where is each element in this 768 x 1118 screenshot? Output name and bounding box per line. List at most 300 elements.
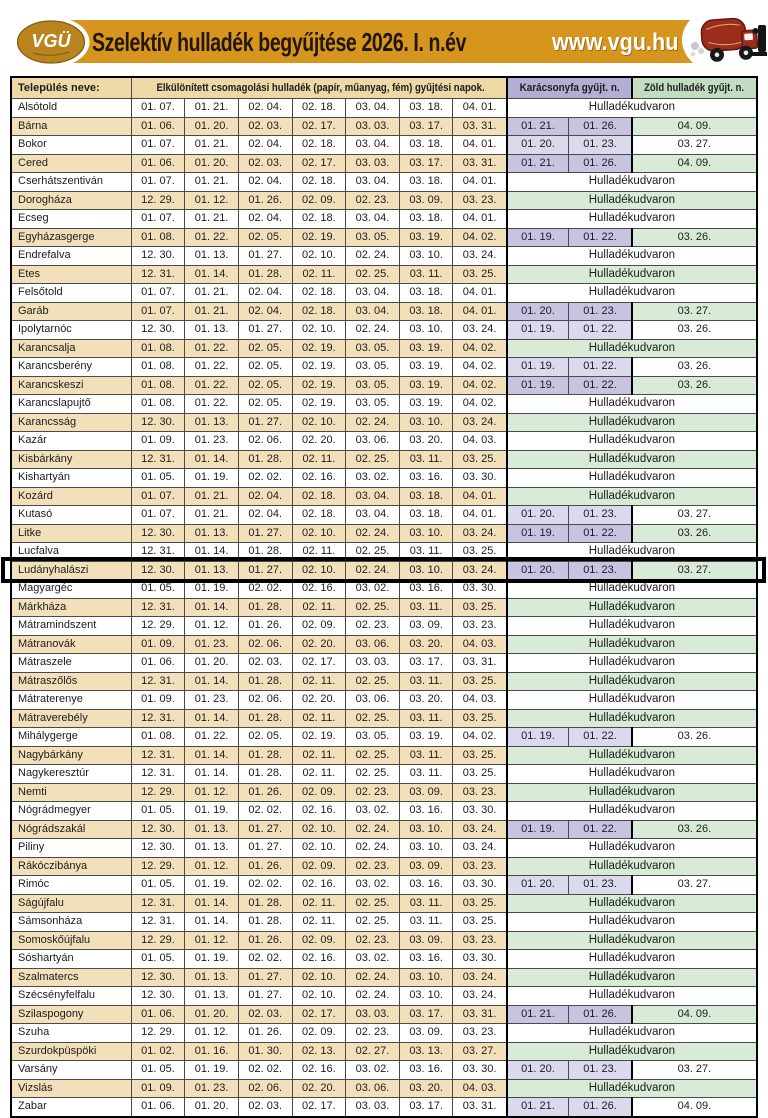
collection-date-cell: 02. 04. (238, 506, 292, 525)
collection-date-cell: 01. 23. (185, 635, 239, 654)
collection-date-cell: 03. 10. (399, 987, 453, 1006)
waste-yard-cell: Hulladékudvaron (507, 413, 757, 432)
collection-date-cell: 03. 24. (453, 524, 507, 543)
collection-date-cell: 01. 07. (131, 210, 185, 229)
collection-date-cell: 03. 19. (399, 339, 453, 358)
table-row (11, 672, 757, 691)
settlement-name: Nógrádmegyer (11, 802, 131, 821)
collection-date-cell: 02. 27. (346, 1042, 400, 1061)
collection-date-cell: 02. 20. (292, 635, 346, 654)
settlement-name: Kozárd (11, 487, 131, 506)
collection-date-cell: 03. 09. (399, 191, 453, 210)
collection-date-cell: 01. 13. (185, 413, 239, 432)
collection-date-cell: 01. 19. (185, 876, 239, 895)
table-row (11, 487, 757, 506)
collection-date-cell: 03. 05. (346, 376, 400, 395)
collection-date-cell: 04. 01. (453, 173, 507, 192)
collection-date-cell: 03. 02. (346, 580, 400, 599)
collection-date-cell: 02. 10. (292, 839, 346, 858)
christmas-tree-date-cell: 01. 23. (569, 506, 632, 525)
settlement-name: Szécsényfelfalu (11, 987, 131, 1006)
collection-date-cell: 03. 30. (453, 1061, 507, 1080)
collection-date-cell: 02. 24. (346, 968, 400, 987)
collection-date-cell: 03. 05. (346, 395, 400, 414)
collection-date-cell: 03. 23. (453, 931, 507, 950)
christmas-tree-date-cell: 01. 19. (507, 728, 569, 747)
collection-date-cell: 03. 11. (399, 709, 453, 728)
collection-date-cell: 02. 18. (292, 99, 346, 118)
collection-date-cell: 03. 19. (399, 228, 453, 247)
collection-date-cell: 02. 09. (292, 1024, 346, 1043)
table-row (11, 654, 757, 673)
collection-date-cell: 12. 31. (131, 765, 185, 784)
collection-date-cell: 02. 16. (292, 469, 346, 488)
collection-date-cell: 01. 21. (185, 487, 239, 506)
settlement-name: Dorogháza (11, 191, 131, 210)
settlement-name: Magyargéc (11, 580, 131, 599)
collection-date-cell: 02. 25. (346, 913, 400, 932)
collection-date-cell: 12. 29. (131, 857, 185, 876)
collection-date-cell: 02. 04. (238, 210, 292, 229)
waste-yard-cell: Hulladékudvaron (507, 210, 757, 229)
waste-yard-cell: Hulladékudvaron (507, 99, 757, 118)
collection-date-cell: 03. 20. (399, 1079, 453, 1098)
collection-date-cell: 01. 20. (185, 654, 239, 673)
collection-date-cell: 01. 21. (185, 136, 239, 155)
collection-date-cell: 03. 23. (453, 857, 507, 876)
table-row (11, 839, 757, 858)
settlement-name: Szilaspogony (11, 1005, 131, 1024)
table-row (11, 1061, 757, 1080)
christmas-tree-date-cell: 01. 21. (507, 1098, 569, 1117)
collection-date-cell: 01. 26. (238, 1024, 292, 1043)
christmas-tree-date-cell: 01. 20. (507, 506, 569, 525)
collection-date-cell: 03. 10. (399, 968, 453, 987)
collection-date-cell: 01. 23. (185, 1079, 239, 1098)
collection-date-cell: 04. 01. (453, 506, 507, 525)
collection-date-cell: 03. 31. (453, 1005, 507, 1024)
waste-yard-cell: Hulladékudvaron (507, 395, 757, 414)
collection-date-cell: 01. 21. (185, 506, 239, 525)
collection-date-cell: 03. 16. (399, 469, 453, 488)
green-waste-date-cell: 03. 27. (632, 302, 757, 321)
christmas-tree-date-cell: 01. 26. (569, 1098, 632, 1117)
table-row (11, 635, 757, 654)
settlement-name: Zabar (11, 1098, 131, 1117)
collection-date-cell: 01. 27. (238, 561, 292, 580)
collection-date-cell: 02. 19. (292, 376, 346, 395)
waste-yard-cell: Hulladékudvaron (507, 765, 757, 784)
christmas-tree-date-cell: 01. 20. (507, 136, 569, 155)
collection-date-cell: 02. 25. (346, 672, 400, 691)
collection-date-cell: 02. 16. (292, 1061, 346, 1080)
collection-date-cell: 04. 03. (453, 432, 507, 451)
table-row (11, 1024, 757, 1043)
collection-date-cell: 03. 10. (399, 321, 453, 340)
collection-date-cell: 02. 24. (346, 839, 400, 858)
table-row (11, 617, 757, 636)
christmas-tree-date-cell: 01. 26. (569, 1005, 632, 1024)
collection-date-cell: 01. 19. (185, 469, 239, 488)
settlement-name: Lucfalva (11, 543, 131, 562)
settlement-name: Szuha (11, 1024, 131, 1043)
waste-yard-cell: Hulladékudvaron (507, 857, 757, 876)
settlement-name: Karancsság (11, 413, 131, 432)
collection-date-cell: 01. 09. (131, 1079, 185, 1098)
green-waste-date-cell: 03. 26. (632, 820, 757, 839)
collection-date-cell: 02. 09. (292, 191, 346, 210)
collection-date-cell: 01. 06. (131, 1098, 185, 1117)
table-row (11, 395, 757, 414)
waste-yard-cell: Hulladékudvaron (507, 543, 757, 562)
collection-date-cell: 01. 22. (185, 376, 239, 395)
christmas-tree-date-cell: 01. 22. (569, 321, 632, 340)
collection-date-cell: 03. 18. (399, 284, 453, 303)
collection-date-cell: 12. 31. (131, 709, 185, 728)
collection-date-cell: 12. 31. (131, 265, 185, 284)
collection-date-cell: 02. 17. (292, 1005, 346, 1024)
collection-date-cell: 01. 14. (185, 746, 239, 765)
collection-date-cell: 02. 20. (292, 691, 346, 710)
col-header-packaging-dates: Elkülönített csomagolási hulladék (papír, műanyag, fém) gyűjtési napok. (131, 77, 507, 99)
collection-date-cell: 03. 05. (346, 728, 400, 747)
collection-date-cell: 02. 10. (292, 968, 346, 987)
collection-date-cell: 12. 30. (131, 968, 185, 987)
collection-date-cell: 02. 06. (238, 1079, 292, 1098)
collection-date-cell: 12. 30. (131, 987, 185, 1006)
collection-date-cell: 02. 17. (292, 1098, 346, 1117)
waste-yard-cell: Hulladékudvaron (507, 709, 757, 728)
christmas-tree-date-cell: 01. 19. (507, 524, 569, 543)
collection-date-cell: 01. 22. (185, 358, 239, 377)
table-row (11, 173, 757, 192)
collection-date-cell: 02. 18. (292, 302, 346, 321)
christmas-tree-date-cell: 01. 21. (507, 154, 569, 173)
collection-date-cell: 03. 25. (453, 450, 507, 469)
collection-date-cell: 01. 06. (131, 654, 185, 673)
collection-date-cell: 02. 13. (292, 1042, 346, 1061)
collection-date-cell: 02. 24. (346, 321, 400, 340)
waste-yard-cell: Hulladékudvaron (507, 950, 757, 969)
collection-date-cell: 01. 22. (185, 395, 239, 414)
christmas-tree-date-cell: 01. 23. (569, 561, 632, 580)
collection-date-cell: 04. 02. (453, 358, 507, 377)
settlement-name: Mátraterenye (11, 691, 131, 710)
christmas-tree-date-cell: 01. 22. (569, 524, 632, 543)
collection-date-cell: 02. 24. (346, 561, 400, 580)
green-waste-date-cell: 04. 09. (632, 1005, 757, 1024)
collection-date-cell: 01. 27. (238, 413, 292, 432)
collection-date-cell: 02. 11. (292, 894, 346, 913)
collection-date-cell: 12. 31. (131, 672, 185, 691)
collection-date-cell: 01. 27. (238, 987, 292, 1006)
collection-date-cell: 02. 10. (292, 524, 346, 543)
collection-date-cell: 02. 18. (292, 506, 346, 525)
collection-date-cell: 04. 02. (453, 728, 507, 747)
settlement-name: Nógrádszakál (11, 820, 131, 839)
waste-yard-cell: Hulladékudvaron (507, 691, 757, 710)
settlement-name: Kisbárkány (11, 450, 131, 469)
table-row (11, 432, 757, 451)
collection-date-cell: 03. 09. (399, 1024, 453, 1043)
settlement-name: Mátramindszent (11, 617, 131, 636)
collection-date-cell: 01. 28. (238, 672, 292, 691)
collection-date-cell: 02. 24. (346, 413, 400, 432)
collection-date-cell: 01. 05. (131, 950, 185, 969)
collection-date-cell: 03. 04. (346, 210, 400, 229)
collection-date-cell: 02. 19. (292, 395, 346, 414)
waste-yard-cell: Hulladékudvaron (507, 635, 757, 654)
collection-date-cell: 03. 25. (453, 265, 507, 284)
collection-date-cell: 02. 18. (292, 210, 346, 229)
christmas-tree-date-cell: 01. 22. (569, 376, 632, 395)
collection-date-cell: 03. 20. (399, 635, 453, 654)
collection-date-cell: 03. 06. (346, 1079, 400, 1098)
collection-date-cell: 03. 10. (399, 820, 453, 839)
settlement-name: Mátranovák (11, 635, 131, 654)
collection-date-cell: 03. 04. (346, 302, 400, 321)
waste-yard-cell: Hulladékudvaron (507, 284, 757, 303)
collection-date-cell: 02. 03. (238, 1098, 292, 1117)
collection-date-cell: 02. 25. (346, 265, 400, 284)
green-waste-date-cell: 03. 26. (632, 228, 757, 247)
collection-date-cell: 02. 19. (292, 358, 346, 377)
collection-date-cell: 02. 24. (346, 820, 400, 839)
collection-date-cell: 01. 08. (131, 395, 185, 414)
collection-date-cell: 03. 16. (399, 950, 453, 969)
settlement-name: Karancsberény (11, 358, 131, 377)
collection-date-cell: 01. 14. (185, 765, 239, 784)
collection-date-cell: 03. 09. (399, 931, 453, 950)
collection-date-cell: 01. 05. (131, 469, 185, 488)
green-waste-date-cell: 03. 27. (632, 136, 757, 155)
collection-date-cell: 01. 19. (185, 950, 239, 969)
settlement-name: Egyházasgerge (11, 228, 131, 247)
collection-date-cell: 03. 03. (346, 154, 400, 173)
collection-date-cell: 03. 24. (453, 987, 507, 1006)
collection-date-cell: 01. 19. (185, 802, 239, 821)
collection-date-cell: 01. 07. (131, 506, 185, 525)
collection-date-cell: 03. 06. (346, 635, 400, 654)
collection-date-cell: 02. 25. (346, 543, 400, 562)
table-row (11, 968, 757, 987)
table-row (11, 413, 757, 432)
green-waste-date-cell: 03. 27. (632, 1061, 757, 1080)
col-header-settlement: Település neve: (11, 77, 131, 99)
waste-yard-cell: Hulladékudvaron (507, 580, 757, 599)
settlement-name: Mátraszele (11, 654, 131, 673)
christmas-tree-date-cell: 01. 19. (507, 358, 569, 377)
collection-date-cell: 01. 19. (185, 580, 239, 599)
collection-date-cell: 03. 23. (453, 191, 507, 210)
collection-date-cell: 12. 31. (131, 450, 185, 469)
collection-date-cell: 03. 03. (346, 654, 400, 673)
settlement-name: Szurdokpüspöki (11, 1042, 131, 1061)
collection-date-cell: 02. 16. (292, 580, 346, 599)
collection-date-cell: 01. 21. (185, 302, 239, 321)
collection-date-cell: 12. 30. (131, 413, 185, 432)
settlement-name: Ságújfalu (11, 894, 131, 913)
collection-date-cell: 03. 20. (399, 432, 453, 451)
settlement-name: Vizslás (11, 1079, 131, 1098)
collection-date-cell: 03. 10. (399, 524, 453, 543)
settlement-name: Karancsalja (11, 339, 131, 358)
settlement-name: Sóshartyán (11, 950, 131, 969)
collection-date-cell: 02. 25. (346, 894, 400, 913)
table-row (11, 1042, 757, 1061)
collection-date-cell: 03. 18. (399, 99, 453, 118)
settlement-name: Piliny (11, 839, 131, 858)
table-row (11, 876, 757, 895)
collection-date-cell: 02. 17. (292, 117, 346, 136)
collection-date-cell: 03. 31. (453, 1098, 507, 1117)
table-row (11, 894, 757, 913)
collection-date-cell: 04. 01. (453, 136, 507, 155)
settlement-name: Rákóczibánya (11, 857, 131, 876)
collection-date-cell: 02. 17. (292, 154, 346, 173)
collection-date-cell: 01. 22. (185, 728, 239, 747)
collection-date-cell: 01. 28. (238, 450, 292, 469)
collection-date-cell: 03. 04. (346, 136, 400, 155)
collection-date-cell: 03. 25. (453, 709, 507, 728)
collection-date-cell: 12. 30. (131, 839, 185, 858)
collection-date-cell: 02. 02. (238, 950, 292, 969)
collection-date-cell: 02. 24. (346, 524, 400, 543)
collection-date-cell: 02. 11. (292, 265, 346, 284)
collection-date-cell: 02. 16. (292, 802, 346, 821)
waste-yard-cell: Hulladékudvaron (507, 1042, 757, 1061)
collection-date-cell: 01. 12. (185, 191, 239, 210)
collection-date-cell: 01. 07. (131, 173, 185, 192)
waste-yard-cell: Hulladékudvaron (507, 191, 757, 210)
collection-date-cell: 01. 08. (131, 728, 185, 747)
collection-date-cell: 03. 30. (453, 580, 507, 599)
christmas-tree-date-cell: 01. 23. (569, 1061, 632, 1080)
collection-date-cell: 02. 20. (292, 1079, 346, 1098)
collection-date-cell: 02. 16. (292, 950, 346, 969)
collection-date-cell: 03. 11. (399, 543, 453, 562)
green-waste-date-cell: 03. 26. (632, 524, 757, 543)
collection-date-cell: 01. 20. (185, 1005, 239, 1024)
collection-date-cell: 02. 10. (292, 987, 346, 1006)
collection-date-cell: 01. 23. (185, 691, 239, 710)
collection-date-cell: 01. 06. (131, 1005, 185, 1024)
collection-date-cell: 03. 24. (453, 968, 507, 987)
collection-date-cell: 12. 30. (131, 820, 185, 839)
collection-date-cell: 12. 31. (131, 598, 185, 617)
green-waste-date-cell: 04. 09. (632, 117, 757, 136)
collection-date-cell: 01. 05. (131, 1061, 185, 1080)
collection-date-cell: 02. 09. (292, 617, 346, 636)
collection-date-cell: 01. 21. (185, 173, 239, 192)
collection-date-cell: 03. 13. (399, 1042, 453, 1061)
collection-date-cell: 01. 12. (185, 1024, 239, 1043)
collection-date-cell: 03. 03. (346, 117, 400, 136)
collection-date-cell: 02. 06. (238, 432, 292, 451)
collection-date-cell: 04. 02. (453, 228, 507, 247)
collection-date-cell: 01. 14. (185, 265, 239, 284)
collection-date-cell: 03. 02. (346, 876, 400, 895)
collection-date-cell: 02. 25. (346, 765, 400, 784)
settlement-name: Kishartyán (11, 469, 131, 488)
collection-date-cell: 01. 19. (185, 1061, 239, 1080)
settlement-name: Nemti (11, 783, 131, 802)
table-row (11, 1079, 757, 1098)
collection-date-cell: 12. 29. (131, 783, 185, 802)
collection-date-cell: 01. 08. (131, 228, 185, 247)
collection-date-cell: 02. 11. (292, 672, 346, 691)
settlement-name: Karancskeszi (11, 376, 131, 395)
collection-date-cell: 03. 25. (453, 765, 507, 784)
table-row (11, 1005, 757, 1024)
collection-date-cell: 01. 12. (185, 783, 239, 802)
col-header-green-waste: Zöld hulladék gyűjt. n. (632, 77, 757, 99)
logo-text: VGÜ (31, 31, 71, 51)
collection-date-cell: 01. 20. (185, 1098, 239, 1117)
waste-yard-cell: Hulladékudvaron (507, 783, 757, 802)
collection-date-cell: 01. 28. (238, 746, 292, 765)
collection-date-cell: 02. 05. (238, 228, 292, 247)
waste-yard-cell: Hulladékudvaron (507, 894, 757, 913)
settlement-name: Mátraverebély (11, 709, 131, 728)
collection-date-cell: 01. 21. (185, 210, 239, 229)
collection-date-cell: 03. 04. (346, 506, 400, 525)
collection-date-cell: 03. 25. (453, 913, 507, 932)
settlement-name: Rimóc (11, 876, 131, 895)
collection-date-cell: 02. 10. (292, 321, 346, 340)
waste-yard-cell: Hulladékudvaron (507, 265, 757, 284)
collection-date-cell: 02. 06. (238, 635, 292, 654)
collection-date-cell: 01. 27. (238, 321, 292, 340)
collection-date-cell: 03. 23. (453, 617, 507, 636)
collection-date-cell: 02. 17. (292, 654, 346, 673)
table-row (11, 728, 757, 747)
collection-date-cell: 02. 23. (346, 191, 400, 210)
settlement-name: Etes (11, 265, 131, 284)
collection-date-cell: 01. 09. (131, 635, 185, 654)
collection-date-cell: 12. 30. (131, 247, 185, 266)
collection-date-cell: 02. 19. (292, 339, 346, 358)
waste-yard-cell: Hulladékudvaron (507, 598, 757, 617)
collection-date-cell: 03. 11. (399, 913, 453, 932)
collection-date-cell: 12. 30. (131, 524, 185, 543)
collection-date-cell: 01. 14. (185, 709, 239, 728)
table-row (11, 450, 757, 469)
waste-yard-cell: Hulladékudvaron (507, 802, 757, 821)
collection-date-cell: 02. 20. (292, 432, 346, 451)
collection-date-cell: 02. 02. (238, 802, 292, 821)
collection-date-cell: 03. 31. (453, 154, 507, 173)
christmas-tree-date-cell: 01. 23. (569, 136, 632, 155)
collection-date-cell: 02. 11. (292, 543, 346, 562)
collection-date-cell: 02. 09. (292, 783, 346, 802)
waste-yard-cell: Hulladékudvaron (507, 450, 757, 469)
collection-date-cell: 01. 08. (131, 376, 185, 395)
collection-date-cell: 04. 01. (453, 487, 507, 506)
collection-date-cell: 03. 04. (346, 284, 400, 303)
table-row (11, 524, 757, 543)
collection-date-cell: 03. 17. (399, 654, 453, 673)
table-row (11, 154, 757, 173)
collection-date-cell: 03. 17. (399, 1005, 453, 1024)
green-waste-date-cell: 03. 26. (632, 321, 757, 340)
collection-date-cell: 01. 26. (238, 617, 292, 636)
christmas-tree-date-cell: 01. 19. (507, 820, 569, 839)
collection-date-cell: 02. 03. (238, 654, 292, 673)
settlement-name: Cserhátszentiván (11, 173, 131, 192)
collection-date-cell: 03. 18. (399, 210, 453, 229)
table-row (11, 802, 757, 821)
